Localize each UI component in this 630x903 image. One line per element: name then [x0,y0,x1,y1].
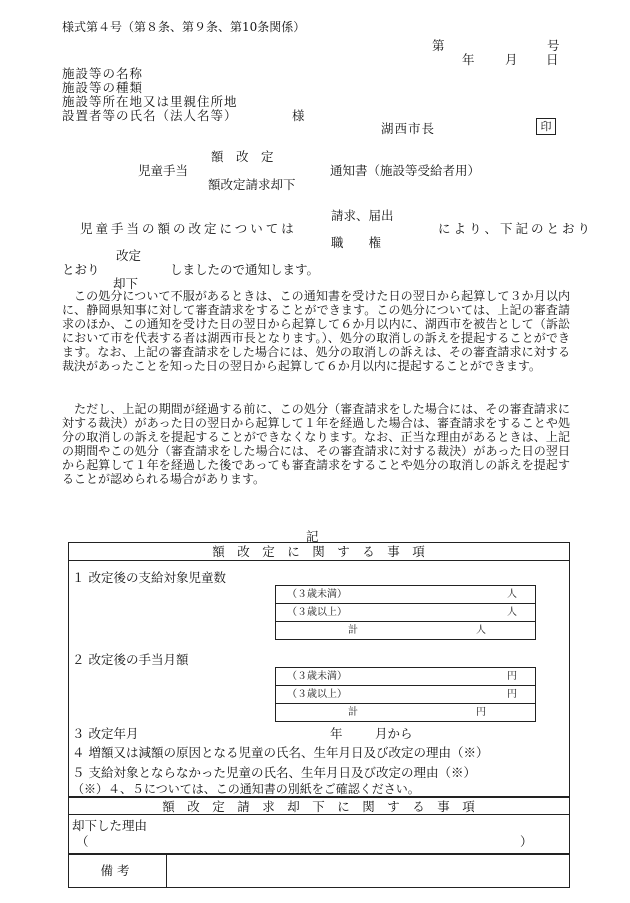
title-option-kyakka: 額改定請求却下 [208,177,296,192]
kyakka-reason-open-paren: （ [76,834,89,849]
appeal-paragraph-1: この処分について不服があるときは、この通知書を受けた日の翌日から起算して３か月以内に、静岡県知事に対して審査請求をすることができます。この処分については、上記の審査請求のほか、この通知を受けた日の翌日から起算して６か月以内に、湖西市を被告として（訴訟において市を代表する者は湖西市長となります。）、処分の取消しの訴えを提起することができます。なお、上記の審査請求をした場合には、処分の取消しの訴えは、その審査請求に対する裁決があったことを知った日の翌日から起算して６か月以内に提起することができます。 [62,289,570,373]
form-number: 様式第４号（第８条、第９条、第10条関係） [62,20,306,34]
allowance-total-unit: 円 [476,707,486,718]
item3-year: 年 [330,726,343,741]
item3-label: ３ 改定年月 [72,726,139,741]
kaitei-table-heading: 額 改 定 に 関 す る 事 項 [212,544,425,559]
items-note: （※）４、５については、この通知書の別紙をご確認ください。 [72,782,420,796]
intro-option-kaitei: 改定 [116,248,142,263]
allowance-rule-2 [275,703,535,704]
title-left: 児童手当 [138,163,189,178]
item2-label: ２ 改定後の手当月額 [72,652,189,667]
kyakka-table-heading: 額 改 定 請 求 却 下 に 関 す る 事 項 [162,799,475,814]
appeal-paragraph-2: ただし、上記の期間が経過する前に、この処分（審査請求をした場合には、その審査請求に対する裁決）があった日の翌日から起算して１年を経過した場合は、審査請求をすることや処分の取消しの訴えを提起することができなくなります。なお、正当な理由があるときは、上記の期間やこの処分（審査請求をした場合には、その審査請求に対する裁決）があった日の翌日から起算して１年を経過した後であっても審査請求をすることや処分の取消しの訴えを提起することが認められる場合があります。 [62,402,570,486]
allowance-total-label: 計 [348,707,358,718]
child-count-over3-label: （３歳以上） [287,607,347,618]
kyakka-table-heading-rule [68,814,569,815]
allowance-over3-label: （３歳以上） [287,689,347,700]
child-count-rule-1 [275,603,535,604]
kaitei-table-heading-rule [68,560,569,561]
intro-option-shokken: 職 権 [331,235,382,250]
honorific: 様 [292,108,305,123]
intro-tail: しましたので通知します。 [170,262,320,277]
allowance-over3-unit: 円 [507,689,517,700]
seal-stamp: 印 [536,118,556,135]
remarks-divider [166,853,167,887]
intro-right: により、下記のとおり [438,221,594,236]
allowance-rule-1 [275,685,535,686]
item4-label: ４ 増額又は減額の原因となる児童の氏名、生年月日及び改定の理由（※） [72,745,489,760]
allowance-under3-label: （３歳未満） [287,671,347,682]
title-option-kaitei: 額 改 定 [211,149,274,164]
item3-month: 月から [375,726,413,741]
item1-label: １ 改定後の支給対象児童数 [72,570,226,585]
child-count-total-label: 計 [348,625,358,636]
ki-label: 記 [306,529,319,544]
facility-type-label: 施設等の種類 [62,80,144,95]
doc-number-suffix: 号 [547,38,560,53]
date-day: 日 [546,52,559,67]
kyakka-reason-close-paren: ） [520,834,533,849]
item5-label: ５ 支給対象とならなかった児童の氏名、生年月日及び改定の理由（※） [72,765,476,780]
kyakka-reason-label: 却下した理由 [72,818,148,833]
child-count-over3-unit: 人 [507,607,517,618]
remarks-label: 備考 [100,863,134,878]
intro-option-seikyu: 請求、届出 [331,208,394,223]
doc-number-prefix: 第 [432,38,445,53]
date-year: 年 [462,52,475,67]
child-count-total-unit: 人 [476,625,486,636]
facility-address-label: 施設等所在地又は里親住所地 [62,94,238,109]
intro-toori: とおり [62,262,100,277]
intro-option-kyakka: 却下 [113,276,139,291]
child-count-under3-label: （３歳未満） [287,589,347,600]
allowance-under3-unit: 円 [507,671,517,682]
facility-name-label: 施設等の名称 [62,66,144,81]
child-count-rule-2 [275,621,535,622]
intro-left: 児童手当の額の改定については [80,221,297,236]
title-right: 通知書（施設等受給者用） [330,163,481,178]
date-month: 月 [505,52,518,67]
issuer-name: 湖西市長 [381,121,436,136]
founder-name-label: 設置者等の氏名（法人名等） [62,108,238,123]
child-count-under3-unit: 人 [507,589,517,600]
